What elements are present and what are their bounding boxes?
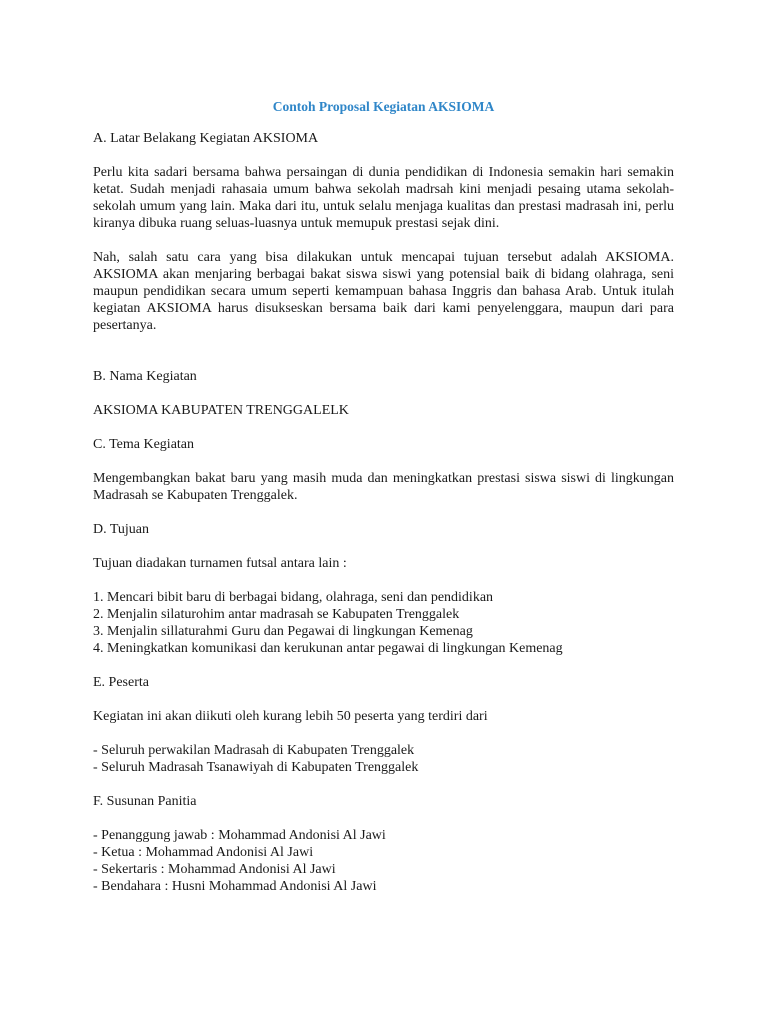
document-page (93, 98, 674, 895)
section-a-heading: A. Latar Belakang Kegiatan AKSIOMA (93, 131, 319, 146)
list-item: - Sekertaris : Mohammad Andonisi Al Jawi (93, 862, 336, 877)
section-d-list (93, 589, 674, 657)
list-item: 1. Mencari bibit baru di berbagai bidang, olahraga, seni dan pendidikan (93, 590, 494, 605)
document-title: Contoh Proposal Kegiatan AKSIOMA (272, 99, 495, 114)
section-e-list (93, 742, 674, 776)
section-c-heading: C. Tema Kegiatan (93, 437, 195, 452)
section-a-paragraph-1: Perlu kita sadari bersama bahwa persaingan di dunia pendidikan di Indonesia semakin hari semakin ketat. Sudah menjadi rahasaia umum bahwa sekolah madrsah kini menjadi pesaing utama sekolah-sekolah umum yang lain. Maka dari itu, untuk selalu menjaga kualitas dan prestasi madrasah ini, perlu kiranya dibuka ruang seluas-luasnya untuk memupuk prestasi sejak dini. (93, 165, 674, 231)
list-item: - Bendahara : Husni Mohammad Andonisi Al Jawi (93, 879, 377, 894)
list-item: 3. Menjalin sillaturahmi Guru dan Pegawai di lingkungan Kemenag (93, 624, 473, 639)
section-c-text: Mengembangkan bakat baru yang masih muda dan meningkatkan prestasi siswa siswi di lingkungan Madrasah se Kabupaten Trenggalek. (93, 471, 674, 503)
section-b-heading: B. Nama Kegiatan (93, 369, 197, 384)
section-e-heading: E. Peserta (93, 675, 149, 690)
section-b-text: AKSIOMA KABUPATEN TRENGGALELK (93, 403, 349, 418)
section-f-heading: F. Susunan Panitia (93, 794, 197, 809)
section-e-intro: Kegiatan ini akan diikuti oleh kurang lebih 50 peserta yang terdiri dari (93, 709, 488, 724)
list-item: - Ketua : Mohammad Andonisi Al Jawi (93, 845, 314, 860)
section-a-paragraph-2: Nah, salah satu cara yang bisa dilakukan untuk mencapai tujuan tersebut adalah AKSIOMA. AKSIOMA akan menjaring berbagai bakat siswa siswi yang potensial baik di bidang olahraga, seni maupun pendidikan secara umum seperti kemampuan bahasa Inggris dan bahasa Arab. Untuk itulah kegiatan AKSIOMA harus disukseskan bersama baik dari kami penyelenggara, maupun dari para pesertanya. (93, 250, 674, 333)
list-item: - Penanggung jawab : Mohammad Andonisi Al Jawi (93, 828, 386, 843)
section-d-intro: Tujuan diadakan turnamen futsal antara lain : (93, 556, 347, 571)
section-f-list (93, 827, 674, 895)
list-item: - Seluruh perwakilan Madrasah di Kabupaten Trenggalek (93, 743, 415, 758)
section-d-heading: D. Tujuan (93, 522, 150, 537)
list-item: 2. Menjalin silaturohim antar madrasah se Kabupaten Trenggalek (93, 607, 460, 622)
list-item: 4. Meningkatkan komunikasi dan kerukunan antar pegawai di lingkungan Kemenag (93, 641, 563, 656)
list-item: - Seluruh Madrasah Tsanawiyah di Kabupaten Trenggalek (93, 760, 419, 775)
